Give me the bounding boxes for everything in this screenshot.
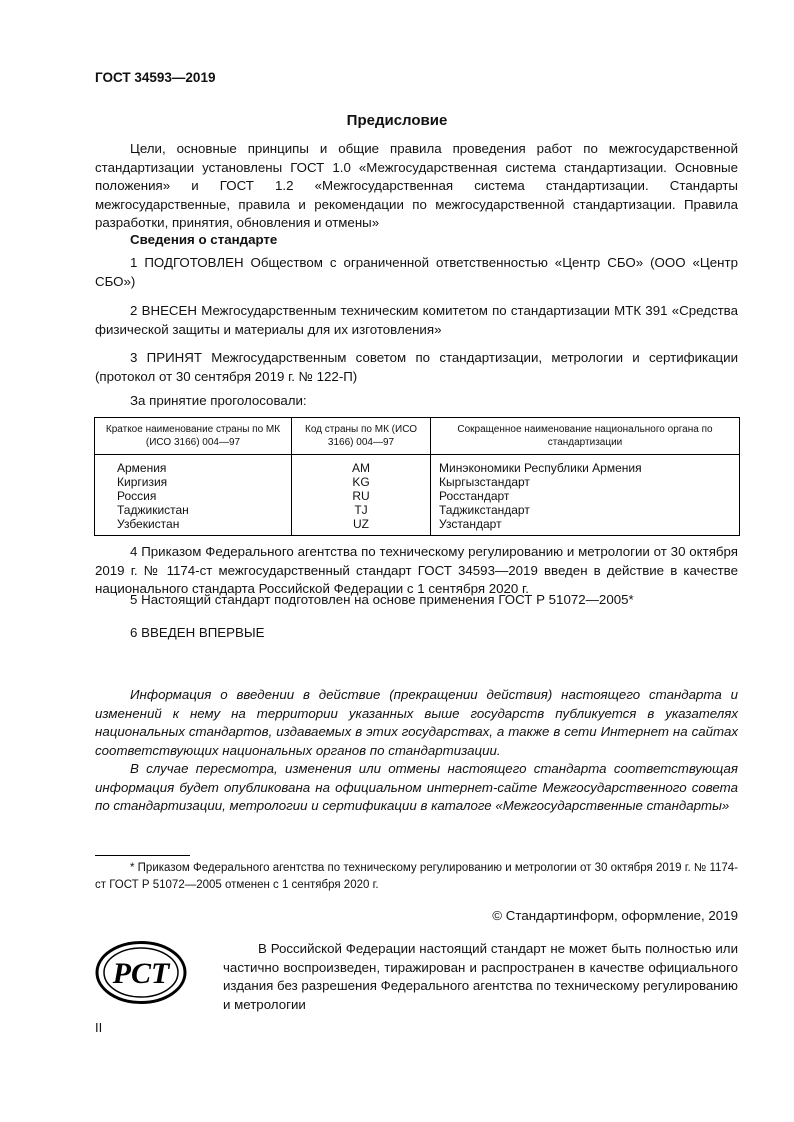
item-2: 2 ВНЕСЕН Межгосударственным техническим комитетом по стандартизации МТК 391 «Средства физической защиты и материалы для их изготовления»: [95, 303, 738, 337]
item-6: 6 ВВЕДЕН ВПЕРВЫЕ: [130, 625, 265, 640]
cell-agency: Минэкономики Республики Армения: [431, 455, 740, 476]
item-4: 4 Приказом Федерального агентства по техническому регулированию и метрологии от 30 октября 2019 г. № 1174-ст межгосударственный стандарт ГОСТ 34593—2019 введен в действие в качестве национального стандарта Российской Федерации с 1 сентября 2020 г.: [95, 544, 738, 596]
cell-country: Таджикистан: [95, 503, 292, 517]
page-number: II: [95, 1020, 103, 1035]
page-title: Предисловие: [346, 112, 448, 129]
info-paragraph-1: Информация о введении в действие (прекращении действия) настоящего стандарта и изменений к нему на территории указанных выше государств публикуется в указателях национальных стандартов, издаваемых в этих государствах, а также в сети Интернет на сайтах соответствующих национальных органов по стандартизации.: [95, 687, 738, 758]
cell-code: KG: [292, 475, 431, 489]
table-row: [95, 517, 740, 536]
cell-country: Киргизия: [95, 475, 292, 489]
cell-country: Россия: [95, 489, 292, 503]
document-id: ГОСТ 34593—2019: [95, 70, 216, 85]
table-row: [95, 489, 740, 503]
item-3: 3 ПРИНЯТ Межгосударственным советом по стандартизации, метрологии и сертификации (протокол от 30 сентября 2019 г. № 122-П): [95, 350, 738, 384]
footnote: * Приказом Федерального агентства по техническому регулированию и метрологии от 30 октября 2019 г. № 1174-ст ГОСТ Р 51072—2005 отменен с 1 сентября 2020 г.: [95, 862, 738, 891]
cell-code: TJ: [292, 503, 431, 517]
cell-agency: Таджикстандарт: [431, 503, 740, 517]
cell-agency: Росстандарт: [431, 489, 740, 503]
voting-table: [94, 417, 740, 536]
item-1: 1 ПОДГОТОВЛЕН Обществом с ограниченной ответственностью «Центр СБО» (ООО «Центр СБО»): [95, 255, 738, 289]
rst-logo-icon: [95, 940, 187, 1005]
cell-agency: Узстандарт: [431, 517, 740, 536]
table-row: [95, 503, 740, 517]
cell-agency: Кыргызстандарт: [431, 475, 740, 489]
section-heading: Сведения о стандарте: [130, 232, 278, 247]
table-row: [95, 455, 740, 476]
copyright-notice: В Российской Федерации настоящий стандарт не может быть полностью или частично воспроизведен, тиражирован и распространен в качестве официального издания без разрешения Федерального агентства по техническому регулированию и метрологии: [223, 941, 739, 1012]
info-paragraph-2: В случае пересмотра, изменения или отмены настоящего стандарта соответствующая информация будет опубликована на официальном интернет-сайте Межгосударственного совета по стандартизации, метрологии и сертификации в каталоге «Межгосударственные стандарты»: [95, 761, 738, 813]
cell-code: UZ: [292, 517, 431, 536]
cell-country: Армения: [95, 455, 292, 476]
item-5: 5 Настоящий стандарт подготовлен на основе применения ГОСТ Р 51072—2005*: [130, 592, 634, 607]
header-code: Код страны по МК (ИСО 3166) 004—97: [292, 418, 431, 455]
header-agency: Сокращенное наименование национального органа по стандартизации: [431, 418, 740, 455]
cell-country: Узбекистан: [95, 517, 292, 536]
footnote-divider: [95, 855, 190, 856]
cell-code: AM: [292, 455, 431, 476]
table-header-row: [95, 418, 740, 455]
cell-code: RU: [292, 489, 431, 503]
table-row: [95, 475, 740, 489]
voting-caption: За принятие проголосовали:: [130, 393, 307, 408]
intro-paragraph: Цели, основные принципы и общие правила проведения работ по межгосударственной стандартизации установлены ГОСТ 1.0 «Межгосударственная система стандартизации. Основные положения» и ГОСТ 1.2 «Межгосударственная система стандартизации. Стандарты межгосударственные, правила и рекомендации по межгосударственной стандартизации. Правила разработки, принятия, обновления и отмены»: [95, 141, 738, 230]
copyright: © Стандартинформ, оформление, 2019: [492, 908, 738, 923]
logo-text: РСТ: [112, 957, 170, 990]
header-country: Краткое наименование страны по МК (ИСО 3166) 004—97: [95, 418, 292, 455]
